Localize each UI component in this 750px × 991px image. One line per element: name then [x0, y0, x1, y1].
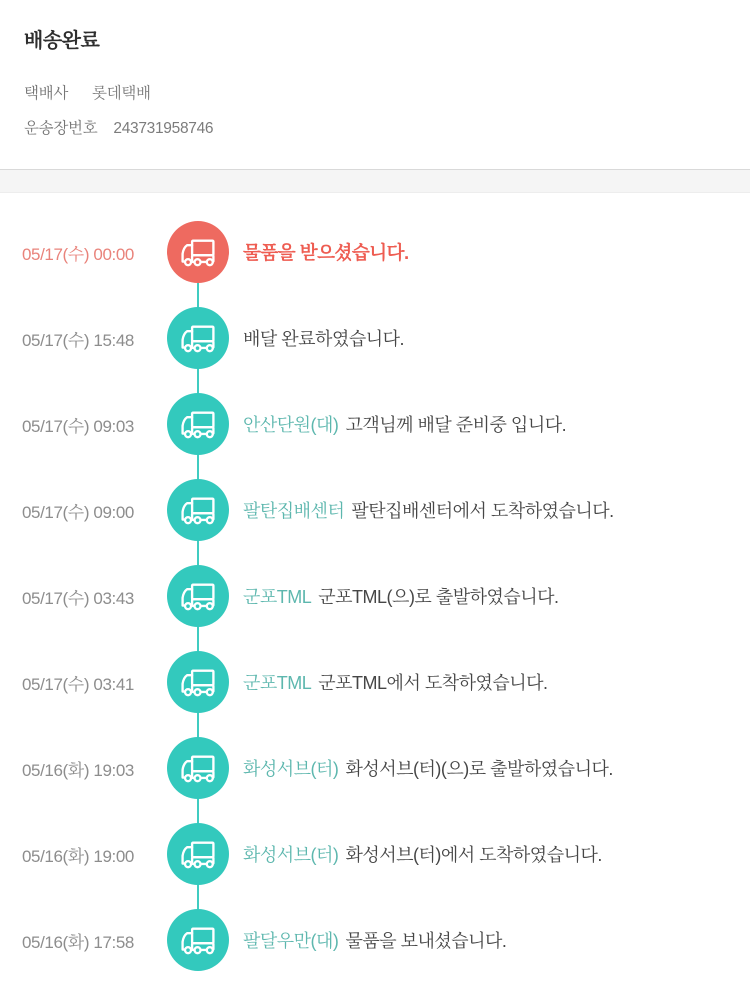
timeline-event	[22, 811, 750, 897]
event-message: 군포TML(으)로 출발하였습니다.	[318, 587, 559, 607]
event-message: 팔탄집배센터에서 도착하였습니다.	[351, 501, 614, 521]
event-location: 군포TML	[243, 673, 312, 693]
truck-icon	[169, 911, 227, 969]
timeline-event	[22, 553, 750, 639]
event-text	[243, 841, 602, 867]
event-text	[243, 411, 566, 437]
event-datetime: 05/17(수) 09:03	[22, 416, 134, 436]
event-message: 고객님께 배달 준비중 입니다.	[345, 415, 567, 435]
truck-icon	[169, 223, 227, 281]
event-message: 물품을 보내셨습니다.	[345, 931, 507, 951]
timeline-event	[22, 639, 750, 725]
tracking-number-value: 243731958746	[113, 120, 214, 137]
event-text	[243, 497, 614, 523]
event-location: 군포TML	[243, 587, 312, 607]
page-title: 배송완료	[24, 30, 100, 52]
event-datetime: 05/16(화) 19:00	[22, 846, 134, 866]
shipment-header	[0, 0, 750, 139]
event-message: 배달 완료하였습니다.	[243, 329, 404, 349]
truck-icon-badge	[167, 479, 229, 541]
event-text	[243, 239, 409, 265]
tracking-number-label: 운송장번호	[24, 120, 98, 137]
truck-icon	[169, 481, 227, 539]
truck-icon	[169, 309, 227, 367]
timeline-event	[22, 381, 750, 467]
event-text	[243, 583, 559, 609]
event-message: 물품을 받으셨습니다.	[243, 242, 409, 263]
truck-icon	[169, 739, 227, 797]
truck-icon-badge	[167, 565, 229, 627]
truck-icon	[169, 395, 227, 453]
tracking-number-row	[24, 118, 728, 139]
truck-icon-badge	[167, 737, 229, 799]
event-message: 군포TML에서 도착하였습니다.	[318, 673, 548, 693]
courier-value: 롯데택배	[92, 85, 151, 102]
event-text	[243, 927, 506, 953]
section-divider	[0, 169, 750, 193]
timeline-event	[22, 725, 750, 811]
truck-icon	[169, 825, 227, 883]
event-location: 팔탄집배센터	[243, 501, 345, 521]
event-datetime: 05/17(수) 03:41	[22, 674, 134, 694]
event-datetime: 05/16(화) 17:58	[22, 932, 134, 952]
truck-icon-badge	[167, 393, 229, 455]
event-datetime: 05/16(화) 19:03	[22, 760, 134, 780]
event-text	[243, 325, 404, 351]
event-datetime: 05/17(수) 15:48	[22, 330, 134, 350]
timeline-event	[22, 209, 750, 295]
timeline-event	[22, 467, 750, 553]
tracking-timeline	[0, 209, 750, 983]
event-location: 화성서브(터)	[243, 845, 339, 865]
event-location: 팔달우만(대)	[243, 931, 339, 951]
event-message: 화성서브(터)에서 도착하였습니다.	[345, 845, 602, 865]
timeline-event	[22, 897, 750, 983]
truck-icon-badge	[167, 307, 229, 369]
truck-icon-badge	[167, 651, 229, 713]
event-datetime: 05/17(수) 09:00	[22, 502, 134, 522]
event-location: 화성서브(터)	[243, 759, 339, 779]
truck-icon-badge	[167, 823, 229, 885]
timeline-event	[22, 295, 750, 381]
courier-label: 택배사	[24, 85, 69, 102]
truck-icon-badge	[167, 221, 229, 283]
event-location: 안산단원(대)	[243, 415, 339, 435]
event-message: 화성서브(터)(으)로 출발하였습니다.	[345, 759, 613, 779]
event-datetime: 05/17(수) 00:00	[22, 244, 134, 264]
event-datetime: 05/17(수) 03:43	[22, 588, 134, 608]
truck-icon	[169, 653, 227, 711]
event-text	[243, 755, 613, 781]
courier-row	[24, 83, 728, 104]
truck-icon	[169, 567, 227, 625]
truck-icon-badge	[167, 909, 229, 971]
event-text	[243, 669, 548, 695]
